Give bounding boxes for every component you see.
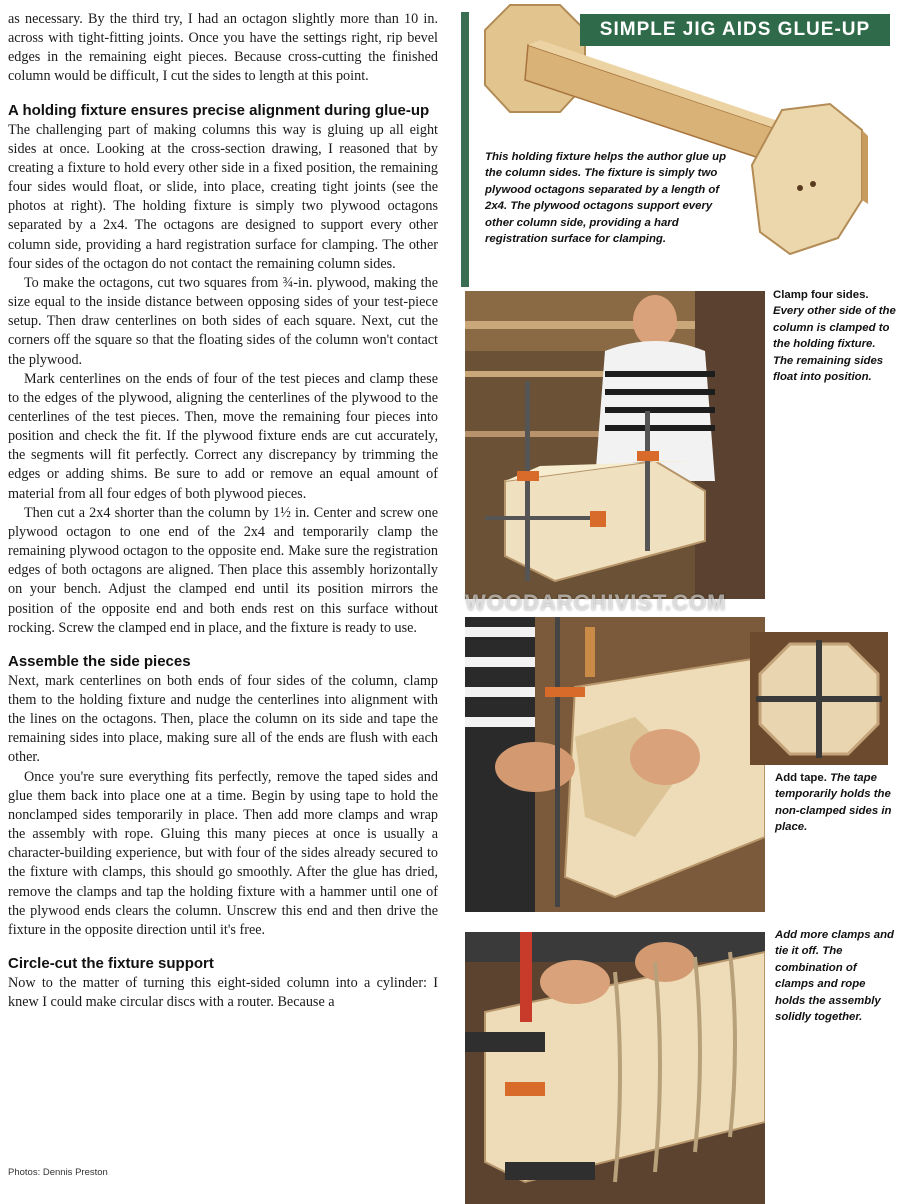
paragraph-circle-1: Now to the matter of turning this eight-sided column into a cylinder: I knew I could make circular discs with a router. Because a [8, 975, 438, 1011]
octagon-inset-photo [750, 632, 888, 765]
sidebar-banner: SIMPLE JIG AIDS GLUE-UP [580, 14, 890, 46]
heading-circle-cut: Circle-cut the fixture support [8, 955, 214, 973]
tape-caption-text: The tape temporarily holds the non-clamped sides in place. [775, 772, 892, 834]
paragraph-assemble-1: Next, mark centerlines on both ends of four sides of the column, clamp them to the holding fixture and nudge the centerlines into alignment with the lines on the octagons. Then, place the column on its side and tape the remaining sides into place, making sure all of the ends are flush with each other. [8, 672, 438, 766]
clamp-caption-text: Every other side of the column is clamped to the holding fixture. The remaining sides float into position. [773, 305, 896, 384]
clamp-photo [465, 291, 765, 599]
rope-caption-text: The combination of clamps and rope holds the assembly solidly together. [775, 945, 881, 1024]
rope-caption-lead: Add more clamps and tie it off. [775, 929, 894, 958]
paragraph-assemble-2: Once you're sure everything fits perfectly, remove the taped sides and glue them back into place one at a time. Begin by using tape to hold the nonclamped sides temporarily in place. Then add more clamps and wrap the assembly with rope. Gluing this many pieces at once is usually a character-building experience, but with four of the sides already secured to the fixture with clamps, this should go smoothly. After the glue has dried, remove the clamps and tap the holding fixture with a hammer until one of the plywood ends clears the column. Unscrew this end and then drive the fixture in the opposite direction until it's free. [8, 768, 438, 938]
heading-assemble: Assemble the side pieces [8, 652, 191, 670]
rope-caption [775, 927, 897, 1025]
paragraph-fixture-3: Mark centerlines on the ends of four of the test pieces and clamp these to the edges of the plywood, aligning the centerlines of the plywood to the centerlines of the test pieces. Then, move the remaining four pieces into position and check the fit. If the plywood fixture ends are cut accurately, the segments will fit perfectly. Correct any discrepancy by trimming the edges or adding shims. Be sure to add or remove an equal amount of material from all four edges of both plywood pieces. [8, 370, 438, 502]
jig-caption: This holding fixture helps the author glue up the column sides. The fixture is simply two plywood octagons separated by a length of 2x4. The plywood octagons support every other column side, providing a hard registration surface for clamping. [485, 151, 727, 246]
rope-photo [465, 932, 765, 1204]
sidebar-edge [461, 12, 469, 287]
tape-caption-lead: Add tape. [775, 772, 827, 784]
clamp-caption-lead: Clamp four sides. [773, 289, 869, 301]
watermark: WOODARCHIVIST.COM [465, 590, 727, 615]
clamp-caption [773, 287, 898, 385]
heading-holding-fixture: A holding fixture ensures precise alignment during glue-up [8, 101, 430, 119]
article-column [8, 10, 438, 1012]
paragraph-intro: as necessary. By the third try, I had an octagon slightly more than 10 in. across with tight-fitting joints. Once you have the settings right, rip bevel edges in the remaining eight pieces. Because cross-cutting the finished column would be difficult, I cut the sides to length at this point. [8, 11, 438, 85]
paragraph-fixture-4: Then cut a 2x4 shorter than the column by 1½ in. Center and screw one plywood octagon to one end of the 2x4 and temporarily clamp the remaining plywood octagon to the opposite end. Make sure the registration edges of both octagons are aligned. Then place this assembly horizontally on your bench. Adjust the clamped end until its position mirrors the position of the opposite end and both ends rest on this surface without rocking. Screw the clamped end in place, and the fixture is ready to use. [8, 504, 438, 636]
paragraph-fixture-2: To make the octagons, cut two squares from ¾-in. plywood, making the size equal to the inside distance between opposing sides of your test-piece setup. Then draw centerlines on both sides of each square. Next, cut the corners off the square so that the floating sides of the column won't contact the plywood. [8, 274, 438, 368]
photo-credit: Photos: Dennis Preston [8, 1167, 108, 1178]
tape-caption [775, 770, 895, 836]
tape-photo [465, 617, 765, 912]
paragraph-fixture-1: The challenging part of making columns this way is gluing up all eight sides at once. Looking at the cross-section drawing, I reasoned that by creating a fixture to hold every other side in a fixed position, the remaining four sides would float, or slide, into place, creating tight joints (see the photos at right). The holding fixture is simply two plywood octagons separated by a 2x4. The octagons are designed to support every other column side, providing a hard registration surface for clamping. The other four sides of the octagon do not contact the remaining column sides. [8, 121, 438, 272]
